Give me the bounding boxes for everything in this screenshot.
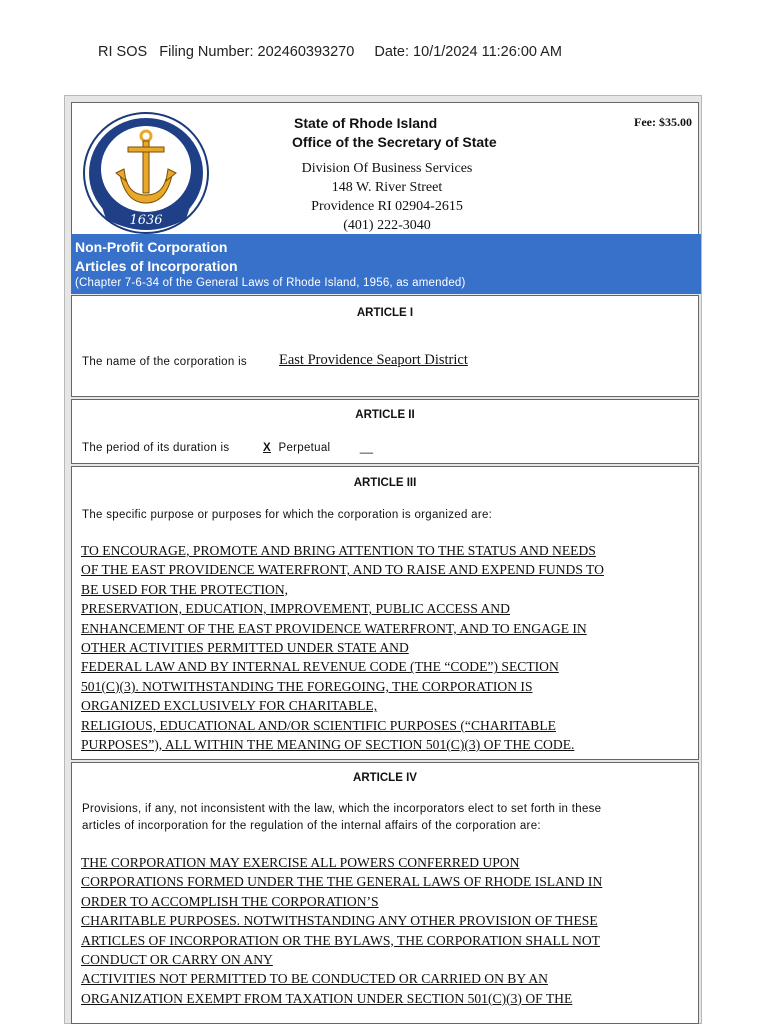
street-line: 148 W. River Street [331,180,443,195]
state-seal-icon [82,111,210,235]
banner-line-2: Articles of Incorporation [75,258,238,274]
other-duration-blank: __ [359,442,374,454]
filing-date: Date: 10/1/2024 11:26:00 AM [374,44,562,60]
duration-selection [259,442,373,454]
article-2-label: The period of its duration is [82,442,230,454]
form-title-banner [71,234,701,294]
office-header [71,102,699,238]
purpose-text: TO ENCOURAGE, PROMOTE AND BRING ATTENTION TO THE STATUS AND NEEDS OF THE EAST PROVIDENCE WATERFRONT, AND TO RAISE AND EXPEND FUNDS TO BE USED FOR THE PROTECTION, PRESERVATION, EDUCATION, IMPROVEMENT, PUBLIC ACCESS AND ENHANCEMENT OF THE EAST PROVIDENCE WATERFRONT, AND TO ENGAGE IN OTHER ACTIVITIES PERMITTED UNDER STATE AND FEDERAL LAW AND BY INTERNAL REVENUE CODE (THE “CODE”) SECTION 501(C)(3). NOTWITHSTANDING THE FOREGOING, THE CORPORATION IS ORGANIZED EXCLUSIVELY FOR CHARITABLE, RELIGIOUS, EDUCATIONAL AND/OR SCIENTIFIC PURPOSES (“CHARITABLE PURPOSES”), ALL WITHIN THE MEANING OF SECTION 501(C)(3) OF THE CODE. [81,543,604,753]
fee-label: Fee: $35.00 [634,115,692,129]
article-2-section [71,399,699,464]
article-4-section [71,762,699,1024]
seal-year: 1636 [129,213,163,228]
form-frame [64,95,702,1024]
banner-line-1: Non-Profit Corporation [75,239,228,255]
article-2-title: ARTICLE II [355,409,415,421]
office-address [262,159,512,235]
article-4-label-line-2: articles of incorporation for the regulation of the internal affairs of the corporation are: [82,820,541,832]
article-1-label: The name of the corporation is [82,356,247,368]
city-line: Providence RI 02904-2615 [311,199,463,214]
article-4-label-line-1: Provisions, if any, not inconsistent with the law, which the incorporators elect to set forth in these [82,803,602,815]
banner-line-3: (Chapter 7-6-34 of the General Laws of Rhode Island, 1956, as amended) [75,277,466,289]
office-title: Office of the Secretary of State [292,134,497,150]
perpetual-option: Perpetual [278,442,331,454]
article-3-label: The specific purpose or purposes for which the corporation is organized are: [82,509,493,521]
article-1-section [71,295,699,397]
provisions-text: THE CORPORATION MAY EXERCISE ALL POWERS CONFERRED UPON CORPORATIONS FORMED UNDER THE THE GENERAL LAWS OF RHODE ISLAND IN ORDER TO ACCOMPLISH THE CORPORATION’S CHARITABLE PURPOSES. NOTWITHSTANDING ANY OTHER PROVISION OF THESE ARTICLES OF INCORPORATION OR THE BYLAWS, THE CORPORATION SHALL NOT CONDUCT OR CARRY ON ANY ACTIVITIES NOT PERMITTED TO BE CONDUCTED OR CARRIED ON BY AN ORGANIZATION EXEMPT FROM TAXATION UNDER SECTION 501(C)(3) OF THE [81,855,603,1006]
article-1-title: ARTICLE I [356,307,414,319]
phone-line: (401) 222-3040 [343,218,431,233]
state-title: State of Rhode Island [294,115,438,131]
article-4-title: ARTICLE IV [353,772,417,784]
article-3-section [71,466,699,760]
perpetual-checkmark: X [263,442,271,454]
corporation-name-value: East Providence Seaport District [279,352,468,368]
article-3-title: ARTICLE III [353,477,417,489]
filing-header [98,44,578,60]
filing-number: RI SOS Filing Number: 202460393270 [98,44,355,60]
division-line: Division Of Business Services [301,161,473,176]
